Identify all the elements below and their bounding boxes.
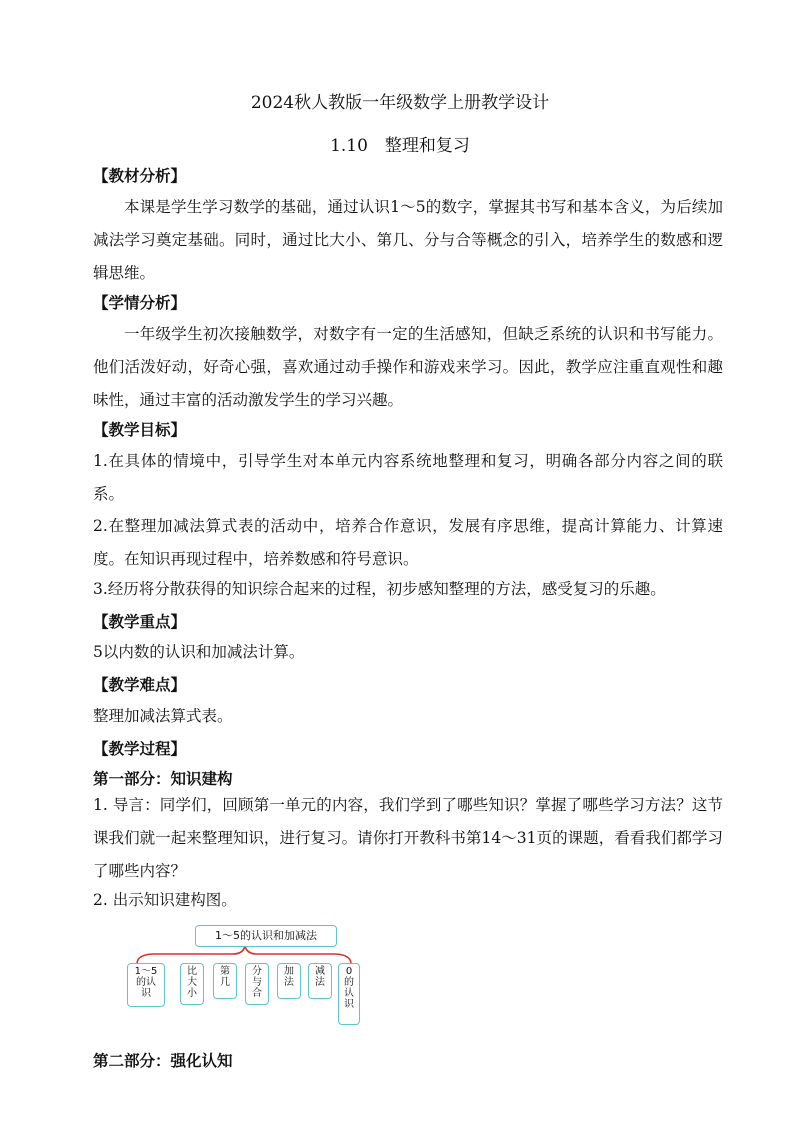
diagram-node-text: 的认 [136, 977, 156, 988]
key-text: 5以内数的认识和加减法计算。 [93, 643, 305, 661]
diagram-node-text: 识 [141, 988, 151, 999]
diagram-node-text: 1～5 [134, 966, 158, 977]
knowledge-structure-diagram [125, 922, 365, 1034]
diagram-node-text: 加 [284, 966, 294, 977]
diagram-node-text: 分 [252, 966, 262, 977]
step-2-text: 2. 出示知识建构图。 [93, 891, 237, 909]
diagram-node-text: 比 [187, 966, 197, 977]
diagram-node-4 [245, 963, 269, 1005]
diagram-node-text: 几 [220, 977, 230, 988]
diagram-node-text: 与 [252, 977, 262, 988]
section-heading-student: 【学情分析】 [93, 293, 187, 312]
diagram-node-text: 合 [252, 988, 262, 999]
diagram-node-text: 识 [344, 999, 354, 1010]
diagram-node-text: 第 [220, 966, 230, 977]
section-heading-goals: 【教学目标】 [93, 420, 187, 439]
part1-heading: 第一部分：知识建构 [93, 769, 233, 788]
diagram-node-text: 小 [187, 988, 197, 999]
section-heading-difficulty: 【教学难点】 [93, 675, 187, 694]
diagram-root-box: 1～5的认识和加减法 [195, 925, 337, 947]
goal-item-3: 3.经历将分散获得的知识综合起来的过程，初步感知整理的方法，感受复习的乐趣。 [93, 580, 666, 598]
analysis-paragraph: 本课是学生学习数学的基础，通过认识1～5的数字，掌握其书写和基本含义，为后续加减法学习奠定基础。同时，通过比大小、第几、分与合等概念的引入，培养学生的数感和逻辑思维。 [93, 198, 723, 282]
section-heading-analysis: 【教材分析】 [93, 166, 187, 185]
goal-item-2: 2.在整理加减法算式表的活动中，培养合作意识，发展有序思维，提高计算能力、计算速度。在知识再现过程中，培养数感和符号意识。 [93, 517, 723, 568]
lesson-subtitle: 1.10 整理和复习 [330, 136, 470, 156]
goal-item-1: 1.在具体的情境中，引导学生对本单元内容系统地整理和复习，明确各部分内容之间的联系。 [93, 452, 723, 503]
step-1-text: 1. 导言：同学们，回顾第一单元的内容，我们学到了哪些知识？掌握了哪些学习方法？这节课我们就一起来整理知识，进行复习。请你打开教科书第14～31页的课题，看看我们都学习了哪些内容？ [93, 796, 723, 880]
diagram-node-6 [308, 963, 332, 999]
diagram-node-7 [338, 963, 360, 1025]
difficulty-text: 整理加减法算式表。 [93, 707, 233, 725]
section-heading-process: 【教学过程】 [93, 739, 187, 758]
part2-heading: 第二部分：强化认知 [93, 1051, 233, 1070]
diagram-node-5 [277, 963, 301, 999]
diagram-node-text: 减 [315, 966, 325, 977]
section-heading-key: 【教学重点】 [93, 612, 187, 631]
student-paragraph: 一年级学生初次接触数学，对数字有一定的生活感知，但缺乏系统的认识和书写能力。他们活泼好动，好奇心强，喜欢通过动手操作和游戏来学习。因此，教学应注重直观性和趣味性，通过丰富的活动激发学生的学习兴趣。 [93, 325, 723, 409]
diagram-node-text: 大 [187, 977, 197, 988]
diagram-node-text: 0 [345, 966, 353, 977]
diagram-node-2 [180, 963, 204, 1005]
diagram-node-text: 认 [344, 988, 354, 999]
diagram-node-3 [213, 963, 237, 999]
diagram-node-1 [127, 963, 165, 1007]
diagram-node-text: 的 [344, 977, 354, 988]
document-title: 2024秋人教版一年级数学上册教学设计 [250, 93, 550, 113]
diagram-node-text: 法 [284, 977, 294, 988]
diagram-node-text: 法 [315, 977, 325, 988]
